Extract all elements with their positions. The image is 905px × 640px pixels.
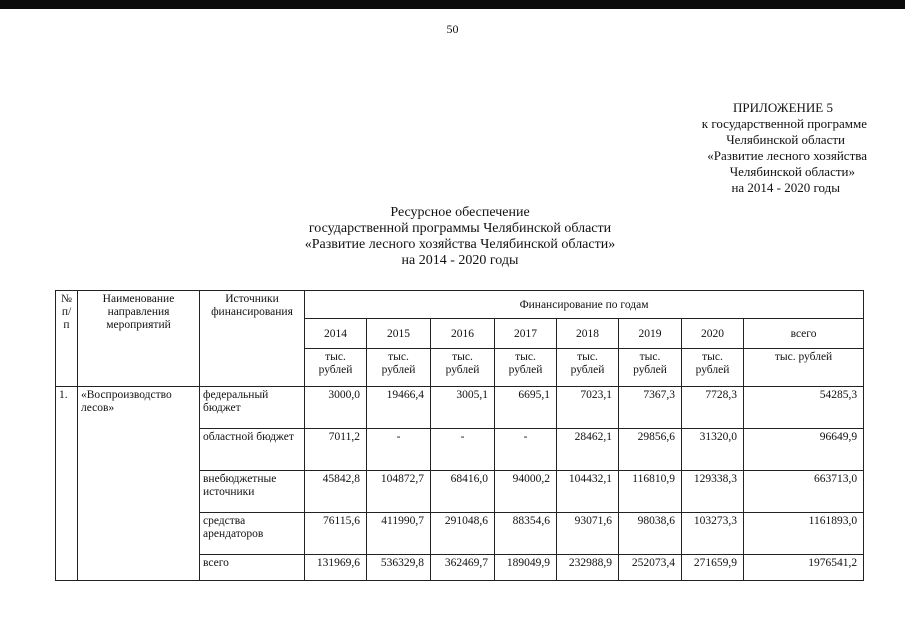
appendix-line: «Развитие лесного хозяйства [707, 148, 867, 163]
value-cell: 271659,9 [682, 555, 744, 581]
row-source: всего [200, 555, 305, 581]
title-line: «Развитие лесного хозяйства Челябинской области» [304, 237, 616, 252]
value-cell: - [367, 429, 431, 471]
header-unit: тыс. рублей [682, 349, 744, 387]
header-year: 2015 [367, 319, 431, 349]
header-year: 2018 [557, 319, 619, 349]
value-cell: 129338,3 [682, 471, 744, 513]
value-cell: 98038,6 [619, 513, 682, 555]
value-cell: 104872,7 [367, 471, 431, 513]
header-unit: тыс. рублей [431, 349, 495, 387]
value-cell: 103273,3 [682, 513, 744, 555]
header-unit: тыс. рублей [495, 349, 557, 387]
value-cell: 7728,3 [682, 387, 744, 429]
row-direction-name: «Воспроизводство лесов» [78, 387, 200, 581]
total-cell: 1161893,0 [744, 513, 864, 555]
value-cell: 189049,9 [495, 555, 557, 581]
row-number: 1. [56, 387, 78, 581]
title-line: государственной программы Челябинской области [308, 221, 612, 236]
header-total: всего [744, 319, 864, 349]
total-cell: 54285,3 [744, 387, 864, 429]
row-source: средства арендаторов [200, 513, 305, 555]
value-cell: 116810,9 [619, 471, 682, 513]
value-cell: 29856,6 [619, 429, 682, 471]
value-cell: 3000,0 [305, 387, 367, 429]
header-year: 2016 [431, 319, 495, 349]
scan-top-border [0, 0, 905, 9]
appendix-line: Челябинской области» [729, 164, 855, 179]
value-cell: - [431, 429, 495, 471]
value-cell: 93071,6 [557, 513, 619, 555]
value-cell: 7011,2 [305, 429, 367, 471]
appendix-line: Челябинской области [726, 132, 845, 147]
row-source: федеральный бюджет [200, 387, 305, 429]
value-cell: 6695,1 [495, 387, 557, 429]
total-cell: 1976541,2 [744, 555, 864, 581]
header-year: 2019 [619, 319, 682, 349]
header-unit: тыс. рублей [305, 349, 367, 387]
value-cell: 362469,7 [431, 555, 495, 581]
header-financing: Финансирование по годам [305, 291, 864, 319]
page-number: 50 [446, 22, 459, 36]
value-cell: 76115,6 [305, 513, 367, 555]
value-cell: 7023,1 [557, 387, 619, 429]
value-cell: 68416,0 [431, 471, 495, 513]
value-cell: 131969,6 [305, 555, 367, 581]
value-cell: 7367,3 [619, 387, 682, 429]
value-cell: 291048,6 [431, 513, 495, 555]
header-year: 2014 [305, 319, 367, 349]
header-total-unit: тыс. рублей [744, 349, 864, 387]
value-cell: 45842,8 [305, 471, 367, 513]
header-unit: тыс. рублей [367, 349, 431, 387]
value-cell: 104432,1 [557, 471, 619, 513]
header-source: Источники финансирования [200, 291, 305, 387]
row-source: внебюджетные источники [200, 471, 305, 513]
appendix-header [607, 100, 867, 196]
header-year: 2017 [495, 319, 557, 349]
row-source: областной бюджет [200, 429, 305, 471]
title-line: Ресурсное обеспечение [390, 205, 530, 220]
appendix-line: на 2014 - 2020 годы [731, 180, 840, 195]
appendix-title: ПРИЛОЖЕНИЕ 5 [733, 100, 833, 115]
total-cell: 663713,0 [744, 471, 864, 513]
header-unit: тыс. рублей [619, 349, 682, 387]
funding-table [55, 290, 864, 581]
value-cell: 31320,0 [682, 429, 744, 471]
header-year: 2020 [682, 319, 744, 349]
value-cell: - [495, 429, 557, 471]
document-title [240, 205, 680, 269]
header-num: № п/п [56, 291, 78, 387]
value-cell: 411990,7 [367, 513, 431, 555]
value-cell: 94000,2 [495, 471, 557, 513]
title-line: на 2014 - 2020 годы [401, 253, 519, 268]
value-cell: 232988,9 [557, 555, 619, 581]
value-cell: 19466,4 [367, 387, 431, 429]
header-unit: тыс. рублей [557, 349, 619, 387]
value-cell: 28462,1 [557, 429, 619, 471]
value-cell: 88354,6 [495, 513, 557, 555]
value-cell: 536329,8 [367, 555, 431, 581]
header-name: Наименование направления мероприятий [78, 291, 200, 387]
total-cell: 96649,9 [744, 429, 864, 471]
value-cell: 3005,1 [431, 387, 495, 429]
appendix-line: к государственной программе [701, 116, 867, 131]
value-cell: 252073,4 [619, 555, 682, 581]
table-row [56, 387, 864, 429]
